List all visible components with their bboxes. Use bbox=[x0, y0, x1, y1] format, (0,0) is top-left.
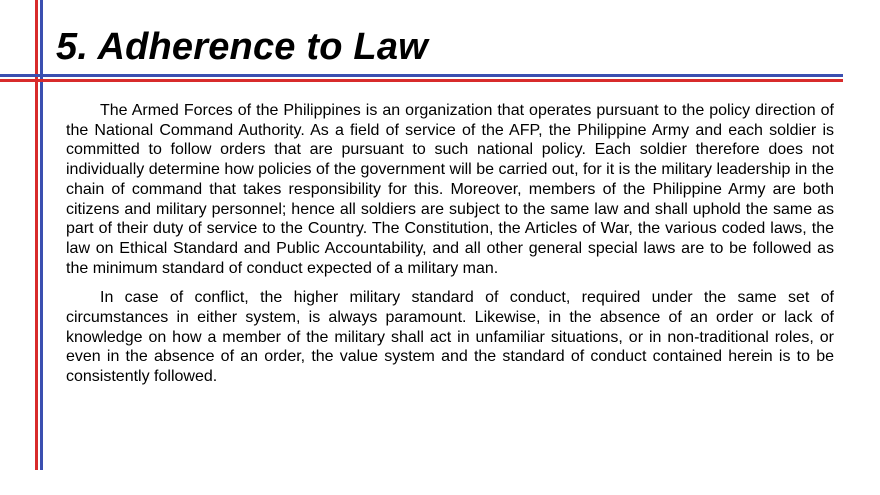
vertical-rule-red bbox=[35, 0, 38, 470]
horizontal-rule-blue bbox=[0, 74, 843, 77]
vertical-rule-blue bbox=[40, 0, 43, 470]
slide-title: 5. Adherence to Law bbox=[56, 26, 428, 68]
body-paragraph-1: The Armed Forces of the Philippines is an organization that operates pursuant to the policy direction of the National Command Authority. As a field of service of the AFP, the Philippine Army and each soldier is committed to follow orders that are pursuant to such national policy. Each soldier therefore does not individually determine how policies of the government will be carried out, for it is the military leadership in the chain of command that takes responsibility for this. Moreover, members of the Philippine Army are both citizens and military personnel; hence all soldiers are subject to the same law and shall uphold the same as part of their duty of service to the Country. The Constitution, the Articles of War, the various coded laws, the law on Ethical Standard and Public Accountability, and all other general special laws are to be followed as the minimum standard of conduct expected of a military man. bbox=[66, 102, 834, 277]
slide-body bbox=[66, 101, 834, 397]
horizontal-rule-red bbox=[0, 79, 843, 82]
body-paragraph-2: In case of conflict, the higher military standard of conduct, required under the same set of circumstances in either system, is always paramount. Likewise, in the absence of an order or lack of knowledge on how a member of the military shall act in unfamiliar situations, or in non-traditional roles, or even in the absence of an order, the value system and the standard of conduct contained herein is to be consistently followed. bbox=[66, 289, 834, 386]
